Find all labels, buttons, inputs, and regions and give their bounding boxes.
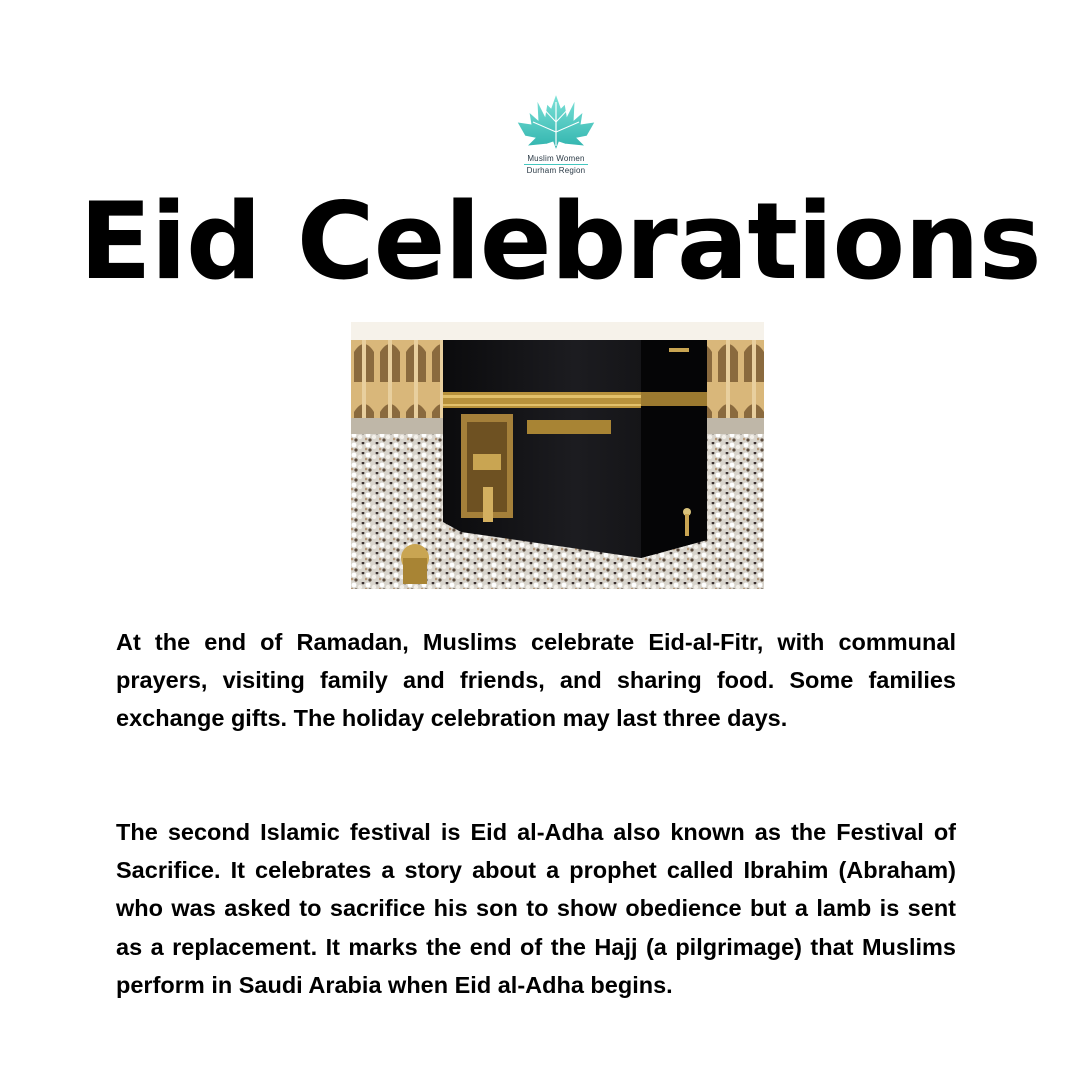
logo-text-line1: Muslim Women	[527, 154, 585, 163]
logo-divider	[524, 164, 588, 165]
paragraph-eid-al-fitr: At the end of Ramadan, Muslims celebrate Eid-al-Fitr, with communal prayers, visiting family and friends, and sharing food. Some families exchange gifts. The holiday celebration may last three days.	[116, 629, 956, 732]
maple-leaf-icon	[515, 92, 597, 152]
organization-logo	[515, 92, 597, 178]
logo-text-line2: Durham Region	[526, 166, 586, 175]
page-title: Eid Celebrations	[79, 180, 1041, 303]
kaaba-photo	[351, 322, 764, 589]
paragraph-eid-al-adha: The second Islamic festival is Eid al-Adha also known as the Festival of Sacrifice. It celebrates a story about a prophet called Ibrahim (Abraham) who was asked to sacrifice his son to show obedience but a lamb is sent as a replacement. It marks the end of the Hajj (a pilgrimage) that Muslims perform in Saudi Arabia when Eid al-Adha begins.	[116, 819, 956, 998]
